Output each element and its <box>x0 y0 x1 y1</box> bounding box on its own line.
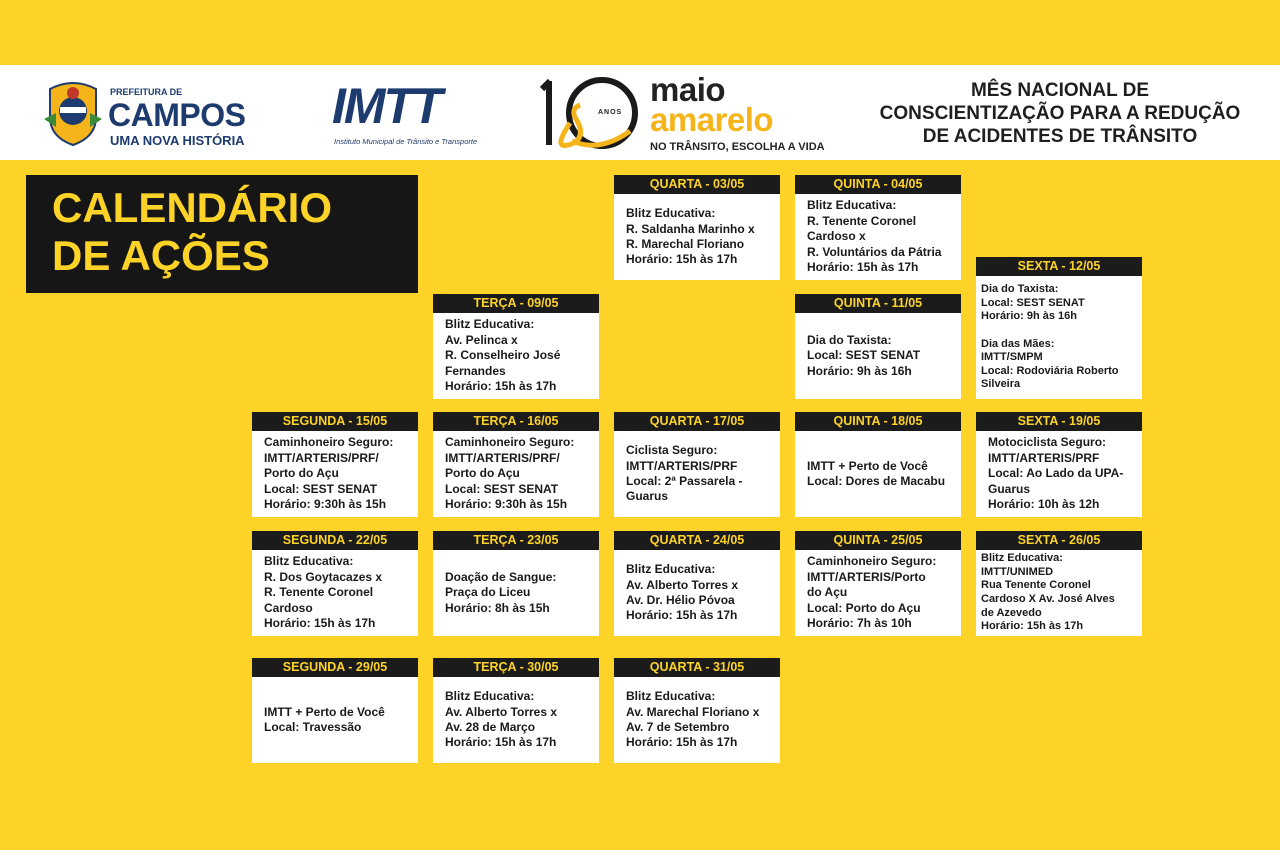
event-line: Caminhoneiro Seguro: <box>445 435 575 450</box>
event-line: R. Conselheiro José <box>445 348 561 363</box>
event-line: Horário: 9h às 16h <box>981 310 1077 323</box>
event-day: QUARTA - 31/05 <box>614 658 780 677</box>
event-line: Dia das Mães: <box>981 337 1055 350</box>
event-line: Blitz Educativa: <box>626 689 716 704</box>
event-day: TERÇA - 23/05 <box>433 531 599 550</box>
event-card <box>614 531 780 636</box>
header-banner <box>0 65 1280 160</box>
event-line: do Açu <box>807 585 848 600</box>
event-line: Cardoso x <box>807 229 866 244</box>
event-line: Blitz Educativa: <box>626 562 716 577</box>
event-line: Horário: 9h às 16h <box>807 363 912 378</box>
event-line: IMTT/UNIMED <box>981 565 1054 578</box>
event-line: Local: Travessão <box>264 720 362 734</box>
event-line: Blitz Educativa: <box>445 317 535 332</box>
campos-prefeitura-label: PREFEITURA DE <box>110 87 183 97</box>
event-line: Horário: 15h às 17h <box>626 735 738 750</box>
event-line: IMTT + Perto de Você <box>264 704 385 719</box>
event-line: Av. Marechal Floriano x <box>626 704 760 719</box>
maio-word: maio <box>650 71 726 108</box>
event-details <box>614 194 780 280</box>
event-card <box>795 294 961 399</box>
event-line: Horário: 15h às 17h <box>981 620 1084 633</box>
event-line: Cardoso <box>264 600 313 615</box>
event-day: SEXTA - 12/05 <box>976 257 1142 276</box>
imtt-name: IMTT <box>332 78 441 134</box>
event-card <box>795 531 961 636</box>
event-details <box>252 550 418 636</box>
event-line: Local: SEST SENAT <box>981 296 1085 309</box>
event-details <box>252 677 418 763</box>
event-day: SEGUNDA - 15/05 <box>252 412 418 431</box>
event-card <box>976 412 1142 517</box>
campos-slogan: UMA NOVA HISTÓRIA <box>110 133 245 148</box>
event-card <box>614 175 780 280</box>
event-line: Blitz Educativa: <box>264 554 354 569</box>
event-card <box>252 531 418 636</box>
imtt-logo <box>332 77 492 149</box>
event-card <box>433 531 599 636</box>
event-line: Av. 7 de Setembro <box>626 720 730 734</box>
event-line: Cardoso X Av. José Alves <box>981 593 1115 605</box>
event-line: Horário: 15h às 17h <box>807 260 919 275</box>
event-line: R. Voluntários da Pátria <box>807 244 942 259</box>
event-card <box>252 658 418 763</box>
event-details <box>252 431 418 517</box>
event-line: IMTT/ARTERIS/PRF/ <box>264 450 379 465</box>
event-line: Fernandes <box>445 363 506 378</box>
event-line: Ciclista Seguro: <box>626 443 718 458</box>
event-day: TERÇA - 09/05 <box>433 294 599 313</box>
event-line: IMTT/ARTERIS/PRF <box>626 458 738 473</box>
event-day: SEGUNDA - 22/05 <box>252 531 418 550</box>
event-day: QUARTA - 03/05 <box>614 175 780 194</box>
event-card <box>252 412 418 517</box>
event-card <box>795 412 961 517</box>
event-line: Av. Pelinca x <box>445 332 518 347</box>
campos-name: CAMPOS <box>108 97 246 133</box>
event-line: Horário: 15h às 17h <box>626 252 738 267</box>
event-details <box>433 550 599 636</box>
event-line: Rua Tenente Coronel <box>981 579 1091 592</box>
event-line: Doação de Sangue: <box>445 569 557 584</box>
event-line: Horário: 15h às 17h <box>445 379 557 394</box>
event-line: Horário: 15h às 17h <box>445 735 557 750</box>
calendar-title-line: CALENDÁRIO <box>52 184 332 231</box>
amarelo-word: amarelo <box>650 101 774 138</box>
event-line: Av. Alberto Torres x <box>445 704 558 719</box>
event-details <box>795 431 961 517</box>
event-line: Local: Ao Lado da UPA- <box>988 466 1124 481</box>
event-line: Motociclista Seguro: <box>988 435 1107 450</box>
event-line: Horário: 9:30h às 15h <box>445 497 568 512</box>
campos-logo <box>42 77 282 149</box>
event-line: Av. Alberto Torres x <box>626 577 739 592</box>
event-day: SEGUNDA - 29/05 <box>252 658 418 677</box>
event-line: Horário: 15h às 17h <box>264 616 376 631</box>
event-line: Dia do Taxista: <box>981 282 1059 295</box>
event-line: R. Tenente Coronel <box>807 213 917 228</box>
event-day: QUINTA - 04/05 <box>795 175 961 194</box>
event-line: Horário: 10h às 12h <box>988 497 1100 512</box>
event-line: Blitz Educativa: <box>807 198 897 213</box>
event-line: Caminhoneiro Seguro: <box>264 435 394 450</box>
event-line: Horário: 9:30h às 15h <box>264 497 387 512</box>
event-line: Dia do Taxista: <box>807 332 892 347</box>
event-line: Horário: 15h às 17h <box>626 608 738 623</box>
event-card <box>433 412 599 517</box>
event-card <box>795 175 961 280</box>
event-line: R. Marechal Floriano <box>626 237 745 251</box>
event-card <box>976 531 1142 636</box>
calendar-title <box>26 175 418 293</box>
event-line: IMTT/ARTERIS/PRF/ <box>445 450 560 465</box>
event-day: TERÇA - 16/05 <box>433 412 599 431</box>
calendar-title-line: DE AÇÕES <box>52 232 270 279</box>
event-day: QUINTA - 18/05 <box>795 412 961 431</box>
ten-years-ribbon-icon <box>540 71 648 155</box>
imtt-subtitle: Instituto Municipal de Trânsito e Transporte <box>334 137 478 146</box>
event-line: Horário: 8h às 15h <box>445 600 550 615</box>
event-line: Praça do Liceu <box>445 585 531 600</box>
campaign-title-line: CONSCIENTIZAÇÃO PARA A REDUÇÃO <box>879 103 1241 124</box>
event-line: Local: Porto do Açu <box>807 600 921 615</box>
event-day: TERÇA - 30/05 <box>433 658 599 677</box>
event-line: Local: 2ª Passarela - <box>626 474 743 488</box>
event-day: SEXTA - 26/05 <box>976 531 1142 550</box>
event-details <box>433 677 599 763</box>
event-details <box>795 194 961 280</box>
event-line: IMTT/ARTERIS/Porto <box>807 569 926 584</box>
event-line: de Azevedo <box>981 606 1042 619</box>
event-day: QUINTA - 11/05 <box>795 294 961 313</box>
event-line: Blitz Educativa: <box>445 689 535 704</box>
event-details <box>433 313 599 399</box>
event-line: Local: Rodoviária Roberto <box>981 364 1119 377</box>
maio-amarelo-logo <box>540 71 840 155</box>
event-spacer <box>981 324 1138 338</box>
event-line: Guarus <box>988 481 1031 496</box>
campaign-title <box>860 79 1260 148</box>
event-line: Av. 28 de Março <box>445 720 536 734</box>
event-line: IMTT + Perto de Você <box>807 458 928 473</box>
event-details <box>433 431 599 517</box>
campos-crest-icon <box>42 79 104 147</box>
event-card <box>433 658 599 763</box>
event-line: Silveira <box>981 378 1021 391</box>
event-line: Av. Dr. Hélio Póvoa <box>626 593 735 607</box>
event-day: SEXTA - 19/05 <box>976 412 1142 431</box>
event-line: Local: SEST SENAT <box>445 481 559 496</box>
event-line: Local: SEST SENAT <box>264 481 378 496</box>
event-details <box>795 550 961 636</box>
event-details <box>976 276 1142 399</box>
event-details <box>976 550 1142 636</box>
event-details <box>614 550 780 636</box>
event-line: Local: Dores de Macabu <box>807 474 946 488</box>
event-details <box>614 431 780 517</box>
event-line: R. Dos Goytacazes x <box>264 569 383 584</box>
event-day: QUARTA - 24/05 <box>614 531 780 550</box>
event-day: QUARTA - 17/05 <box>614 412 780 431</box>
anos-label: ANOS <box>598 109 623 116</box>
event-card <box>976 257 1142 399</box>
event-card <box>614 658 780 763</box>
campaign-title-line: MÊS NACIONAL DE <box>970 80 1150 101</box>
event-card <box>614 412 780 517</box>
event-line: Horário: 7h às 10h <box>807 616 912 631</box>
campaign-title-line: DE ACIDENTES DE TRÂNSITO <box>922 126 1198 147</box>
event-details <box>976 431 1142 517</box>
event-line: Local: SEST SENAT <box>807 348 921 363</box>
maio-slogan: NO TRÂNSITO, ESCOLHA A VIDA <box>650 141 825 153</box>
event-line: Caminhoneiro Seguro: <box>807 554 937 569</box>
event-line: R. Tenente Coronel <box>264 585 374 600</box>
event-details <box>614 677 780 763</box>
event-line: Porto do Açu <box>264 466 339 481</box>
event-line: IMTT/ARTERIS/PRF <box>988 450 1100 465</box>
event-line: Blitz Educativa: <box>626 206 716 221</box>
event-line: Porto do Açu <box>445 466 520 481</box>
event-line: Guarus <box>626 489 669 504</box>
event-line: R. Saldanha Marinho x <box>626 221 755 236</box>
event-line: IMTT/SMPM <box>981 351 1043 364</box>
event-card <box>433 294 599 399</box>
event-details <box>795 313 961 399</box>
event-line: Blitz Educativa: <box>981 552 1063 565</box>
event-day: QUINTA - 25/05 <box>795 531 961 550</box>
